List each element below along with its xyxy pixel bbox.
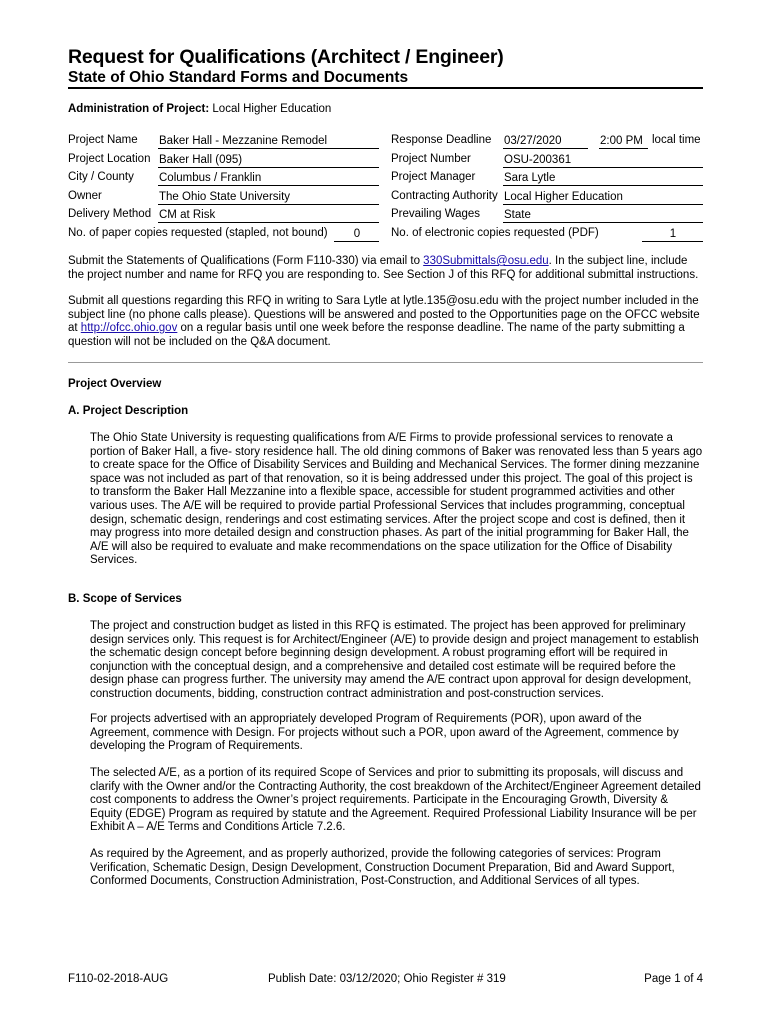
field-row xyxy=(68,190,703,209)
city-county-field[interactable]: Columbus / Franklin xyxy=(158,171,379,186)
page-number: Page 1 of 4 xyxy=(644,973,703,985)
project-number-label: Project Number xyxy=(391,152,471,165)
project-name-field[interactable]: Baker Hall - Mezzanine Remodel xyxy=(158,134,379,149)
scope-paragraph-3: The selected A/E, as a portion of its required Scope of Services and prior to submitting its proposals, will discuss and clarify with the Owner and/or the Contracting Authority, the cost breakdown of the Architect/Engineer Agreement detailed cost components to address the Owner’s project requirements. Participate in the Encouraging Growth, Diversity & Equity (EDGE) Program as required by statute and the Agreement. Required Professional Liability Insurance will be per Exhibit A – A/E Terms and Conditions Article 7.2.6. xyxy=(90,767,701,834)
local-time-label: local time xyxy=(652,134,701,146)
title-divider xyxy=(68,87,703,89)
project-manager-field[interactable]: Sara Lytle xyxy=(503,171,703,186)
scope-paragraph-1: The project and construction budget as listed in this RFQ is estimated. The project has been approved for preliminary design services only. This request is for Architect/Engineer (A/E) to provide design and project management to establish the schematic design concept before beginning design development. A robust programing effort will be required in conjunction with the conceptual design, and a comprehensive and detailed cost estimate will be required before the design phase can progress further. The university may amend the A/E contract upon approval for design development, construction documents, bidding, construction contract administration and post-construction services. xyxy=(90,620,699,700)
project-overview-heading: Project Overview xyxy=(68,378,162,390)
form-id: F110-02-2018-AUG xyxy=(68,973,169,985)
document-title: Request for Qualifications (Architect / Engineer) xyxy=(68,46,504,68)
field-row xyxy=(68,171,703,190)
submittal-text: Submit the Statements of Qualifications (Form F110-330) via email to xyxy=(68,255,424,267)
response-deadline-date-field[interactable]: 03/27/2020 xyxy=(503,134,588,149)
scope-paragraph-4: As required by the Agreement, and as properly authorized, provide the following categories of services: Program Verification, Schematic Design, Design Development, Construction Document Preparation, Bid and Award Support, Conformed Documents, Construction Administration, Post-Construction, and Additional Services of all types. xyxy=(90,848,675,888)
project-fields xyxy=(68,134,703,245)
submittal-text-cont: . In the subject line, include the project number and name for RFQ you are responding to. See Section J of this RFQ for additional submittal instructions. xyxy=(68,255,699,281)
document-subtitle: State of Ohio Standard Forms and Documents xyxy=(68,69,409,86)
questions-instructions xyxy=(68,295,703,349)
ofcc-website-link[interactable]: http://ofcc.ohio.gov xyxy=(80,322,178,335)
administration-label: Administration of Project: xyxy=(68,103,210,115)
contracting-authority-field[interactable]: Local Higher Education xyxy=(503,190,703,205)
project-manager-label: Project Manager xyxy=(391,171,476,183)
prevailing-wages-label: Prevailing Wages xyxy=(391,208,481,220)
scope-paragraph-2: For projects advertised with an appropriately developed Program of Requirements (POR), upon award of the Agreement, commence with Design. For projects without such a POR, upon award of the Agreement, commence by developing the Program of Requirements. xyxy=(90,713,679,753)
field-row xyxy=(68,208,703,227)
prevailing-wages-field[interactable]: State xyxy=(503,208,703,223)
submittal-instructions xyxy=(68,255,703,282)
administration-line xyxy=(68,103,331,115)
contracting-authority-label: Contracting Authority xyxy=(391,189,498,202)
field-row xyxy=(68,134,703,153)
project-name-label: Project Name xyxy=(68,134,138,146)
project-description-heading: A. Project Description xyxy=(68,405,189,417)
paper-copies-field[interactable]: 0 xyxy=(334,227,379,242)
response-deadline-label: Response Deadline xyxy=(391,134,492,146)
owner-field[interactable]: The Ohio State University xyxy=(158,190,379,205)
project-location-field[interactable]: Baker Hall (095) xyxy=(158,153,379,168)
field-row xyxy=(68,227,703,246)
publish-date: Publish Date: 03/12/2020; Ohio Register # 319 xyxy=(268,973,506,985)
administration-value: Local Higher Education xyxy=(212,103,332,115)
questions-text-cont: on a regular basis until one week before the response deadline. The name of the party submitting a question will not be included on the Q&A document. xyxy=(68,322,685,348)
paper-copies-label: No. of paper copies requested (stapled, not bound) xyxy=(68,226,328,239)
owner-label: Owner xyxy=(68,189,102,202)
section-divider xyxy=(68,362,703,363)
submittal-email-link[interactable]: 330Submittals@osu.edu xyxy=(423,255,549,267)
project-number-field[interactable]: OSU-200361 xyxy=(503,153,703,168)
delivery-method-label: Delivery Method xyxy=(68,208,152,220)
project-location-label: Project Location xyxy=(68,152,151,165)
project-description-text: The Ohio State University is requesting qualifications from A/E Firms to provide professional services to renovate a portion of Baker Hall, a five- story residence hall. The old dining commons of Baker was renovated less than 5 years ago to create space for the Office of Disability Services and Building and Mechanical Services. The former dining mezzanine space was not included as part of that renovation, so it is being addressed under this project. The goal of this project is to transform the Baker Hall Mezzanine into a flexible space, accessible for student programmed activities and other various uses. The A/E will be required to provide partial Professional Services that includes programming, conceptual design, schematic design, renderings and cost estimating services. After the project scope and cost is defined, then it may progress into more detailed design and construction phases. As part of the initial programming for Baker Hall, the A/E will also be required to evaluate and make recommendations on the space utilization for the Office of Disability Services. xyxy=(90,432,703,567)
questions-text: Submit all questions regarding this RFQ in writing to Sara Lytle at lytle.135@osu.edu with the project number included in the subject line (no phone calls please). Questions will be answered and posted to the Opportunities page on the OFCC website at xyxy=(68,295,700,335)
city-county-label: City / County xyxy=(68,171,134,183)
scope-of-services-heading: B. Scope of Services xyxy=(68,593,182,605)
electronic-copies-field[interactable]: 1 xyxy=(642,227,703,242)
response-deadline-time-field[interactable]: 2:00 PM xyxy=(599,134,648,149)
electronic-copies-label: No. of electronic copies requested (PDF) xyxy=(391,226,599,239)
delivery-method-field[interactable]: CM at Risk xyxy=(158,208,379,223)
field-row xyxy=(68,153,703,172)
